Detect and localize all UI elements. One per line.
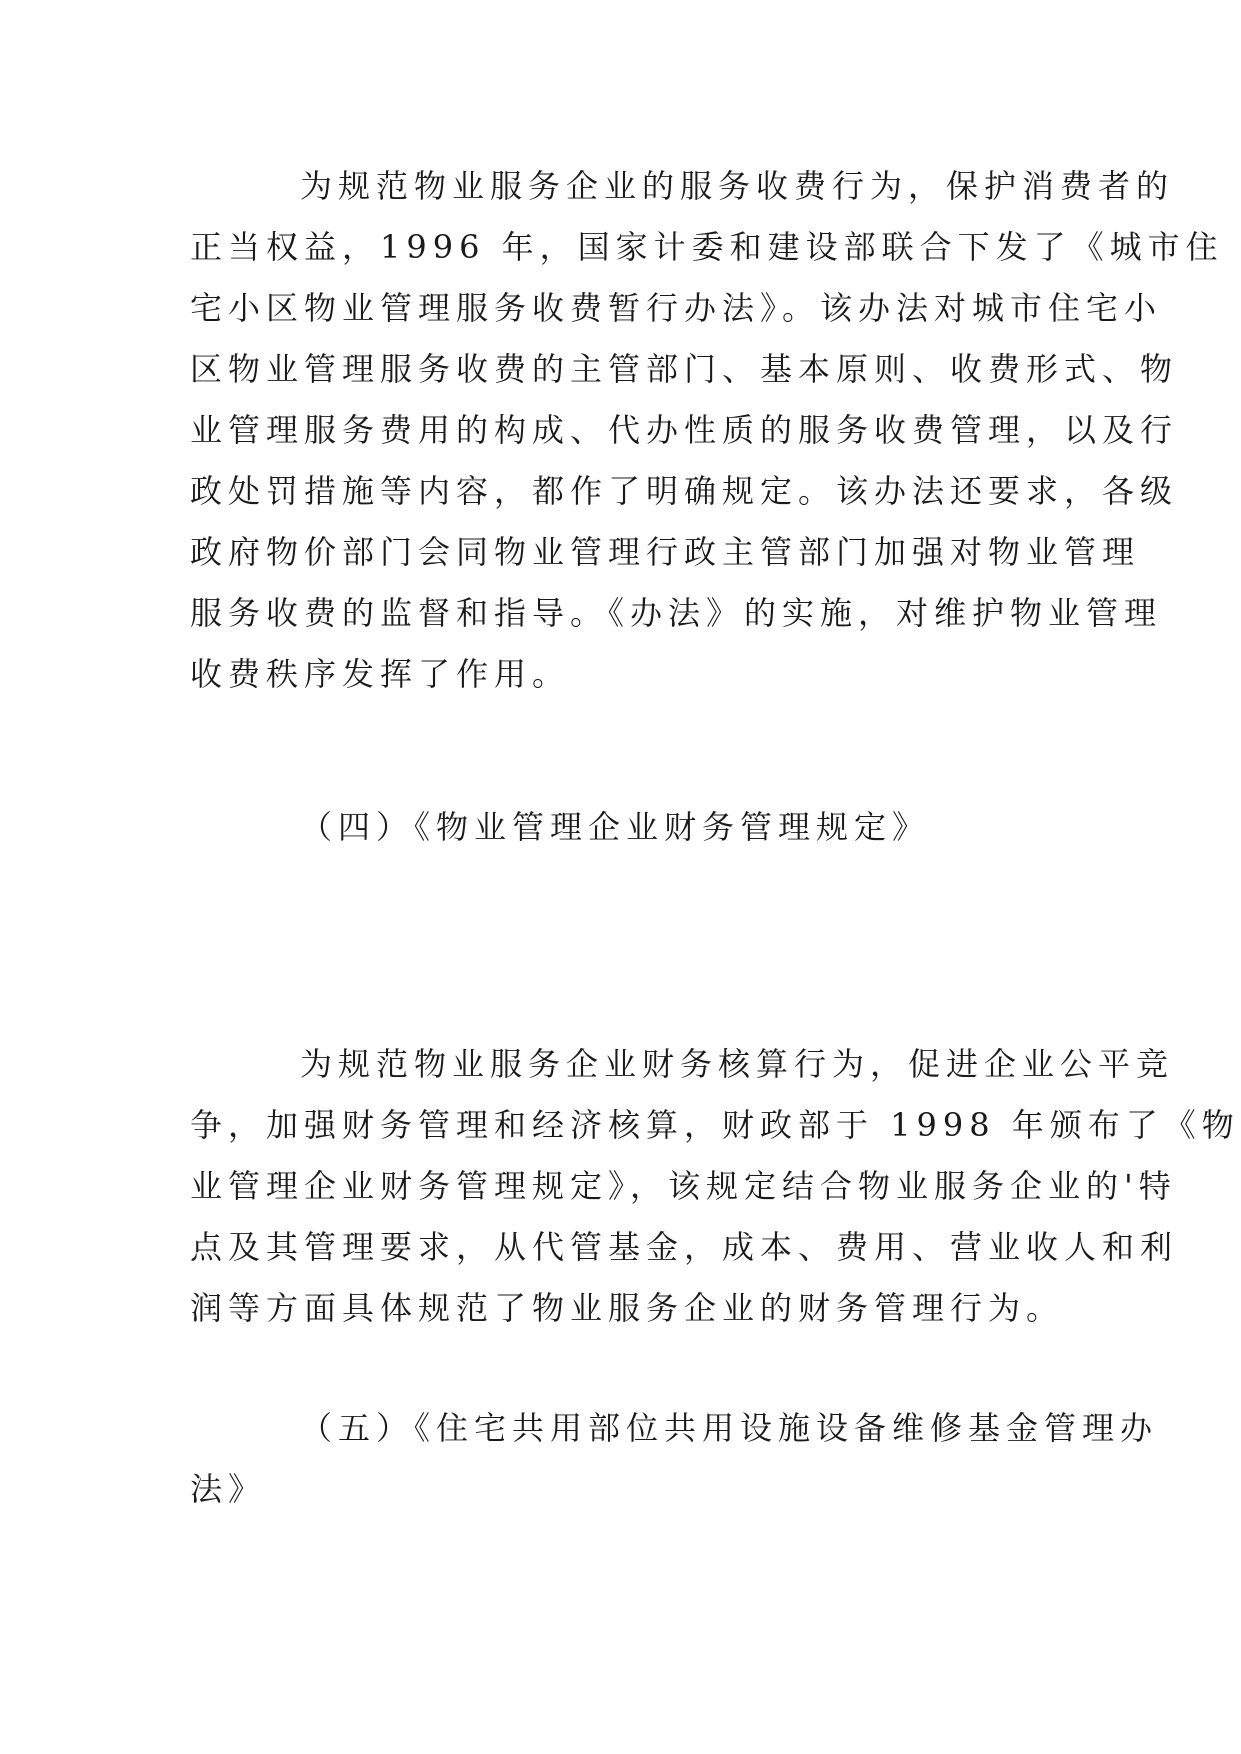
paragraph-fee-regulation (190, 156, 1224, 705)
paragraph-line: 政处罚措施等内容，都作了明确规定。该办法还要求，各级 (190, 472, 1179, 510)
paragraph-line: 业管理企业财务管理规定》，该规定结合物业服务企业的'特 (190, 1167, 1177, 1205)
paragraph-financial-regulation (190, 1034, 1240, 1339)
heading-line: 法》 (190, 1470, 267, 1508)
paragraph-line: 业管理服务费用的构成、代办性质的服务收费管理，以及行 (190, 411, 1179, 449)
paragraph-line: 点及其管理要求，从代管基金，成本、费用、营业收人和利 (190, 1228, 1179, 1266)
paragraph-line: 服务收费的监督和指导。《办法》的实施，对维护物业管理 (190, 594, 1163, 632)
section-heading-4 (190, 797, 1051, 858)
paragraph-line: 宅小区物业管理服务收费暂行办法》。该办法对城市住宅小 (190, 289, 1163, 327)
paragraph-line: 润等方面具体规范了物业服务企业的财务管理行为。 (190, 1289, 1065, 1327)
heading-line: （四）《物业管理企业财务管理规定》 (300, 808, 931, 846)
section-heading-5 (190, 1398, 1159, 1520)
paragraph-line: 政府物价部门会同物业管理行政主管部门加强对物业管理 (190, 533, 1141, 571)
heading-line: （五）《住宅共用部位共用设施设备维修基金管理办 (300, 1409, 1159, 1447)
paragraph-line: 区物业管理服务收费的主管部门、基本原则、收费形式、物 (190, 350, 1179, 388)
paragraph-line: 收费秩序发挥了作用。 (190, 655, 571, 693)
paragraph-line: 为规范物业服务企业的服务收费行为，保护消费者的 (300, 167, 1175, 205)
paragraph-line: 争，加强财务管理和经济核算，财政部于 1998 年颁布了《物 (190, 1106, 1240, 1144)
paragraph-line: 为规范物业服务企业财务核算行为，促进企业公平竞 (300, 1045, 1175, 1083)
paragraph-line: 正当权益，1996 年，国家计委和建设部联合下发了《城市住 (190, 228, 1224, 266)
